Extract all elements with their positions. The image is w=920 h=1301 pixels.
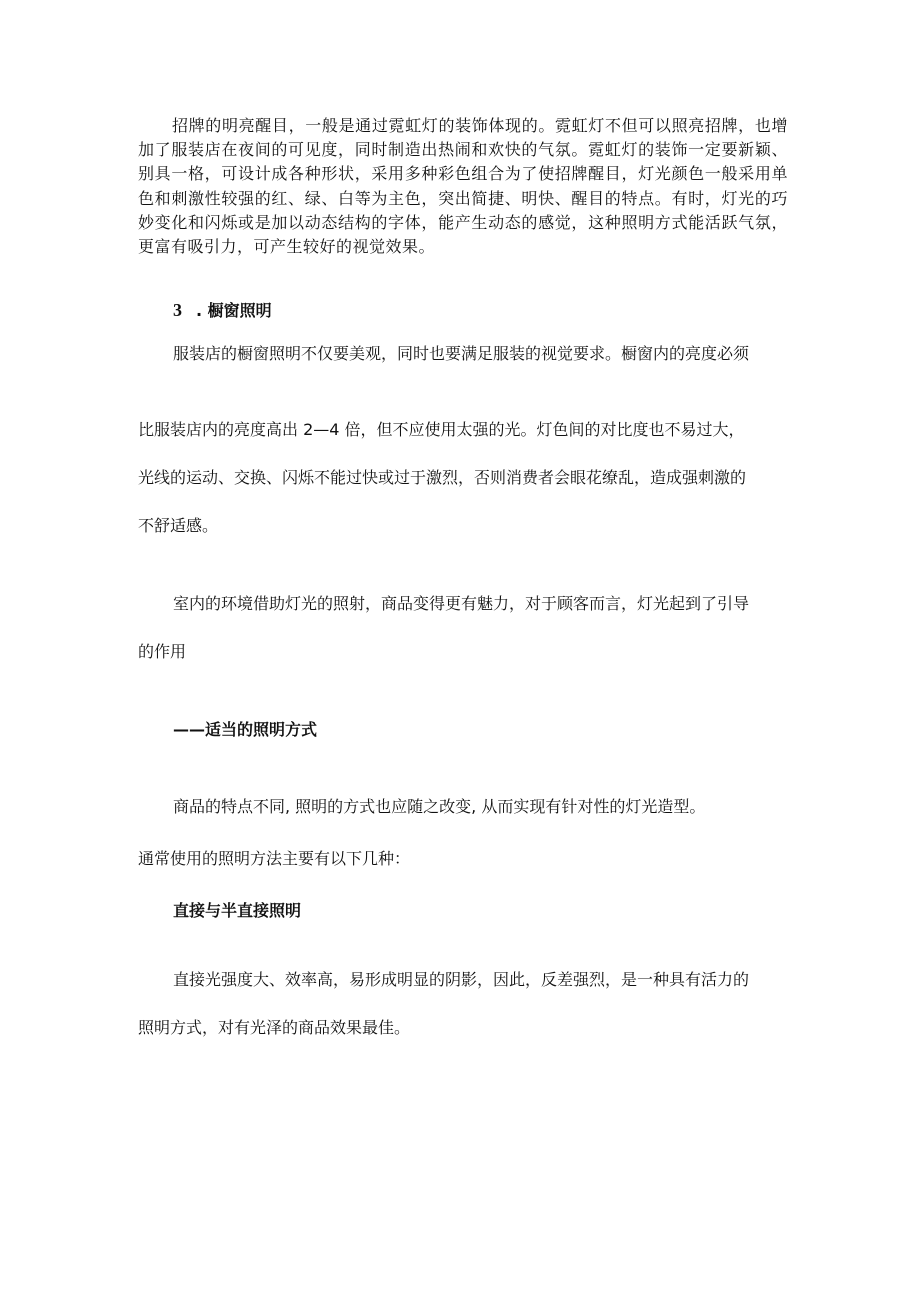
heading-text: . 橱窗照明 [196,301,272,320]
signboard-paragraph: 招牌的明亮醒目，一般是通过霓虹灯的装饰体现的。霓虹灯不但可以照亮招牌，也增加了服装店在夜间的可见度，同时制造出热闹和欢快的气氛。霓虹灯的装饰一定要新颖、别具一格，可设计成各种形状，采用多种彩色组合为了使招牌醒目，灯光颜色一般采用单色和刺激性较强的红、绿、白等为主色，突出简捷、明快、醒目的特点。有时，灯光的巧妙变化和闪烁或是加以动态结构的字体，能产生动态的感觉，这种照明方式能活跃气氛，更富有吸引力，可产生较好的视觉效果。 [138,116,788,257]
method-heading: ——适当的照明方式 [173,720,318,739]
window-paragraph-line-3: 光线的运动、交换、闪烁不能过快或过于激烈，否则消费者会眼花缭乱，造成强刺激的 [138,468,747,487]
guide-paragraph-line-1: 室内的环境借助灯光的照射，商品变得更有魅力，对于顾客而言，灯光起到了引导 [173,594,750,613]
window-lighting-heading [173,299,272,322]
window-paragraph-line-1: 服装店的橱窗照明不仅要美观，同时也要满足服装的视觉要求。橱窗内的亮度必须 [173,344,750,363]
window-paragraph-line-2: 比服装店内的亮度高出 2—4 倍，但不应使用太强的光。灯色间的对比度也不易过大， [138,420,745,439]
method-common-line: 通常使用的照明方法主要有以下几种： [138,849,411,868]
direct-paragraph-line-1: 直接光强度大、效率高，易形成明显的阴影，因此，反差强烈，是一种具有活力的 [173,970,750,989]
direct-paragraph-line-2: 照明方式，对有光泽的商品效果最佳。 [138,1018,411,1037]
guide-paragraph-line-2: 的作用 [138,642,187,661]
heading-number: 3 [173,300,182,320]
direct-lighting-subheading: 直接与半直接照明 [173,901,302,920]
method-intro-line: 商品的特点不同, 照明的方式也应随之改变, 从而实现有针对性的灯光造型。 [173,797,706,816]
window-paragraph-line-4: 不舒适感。 [138,516,219,535]
